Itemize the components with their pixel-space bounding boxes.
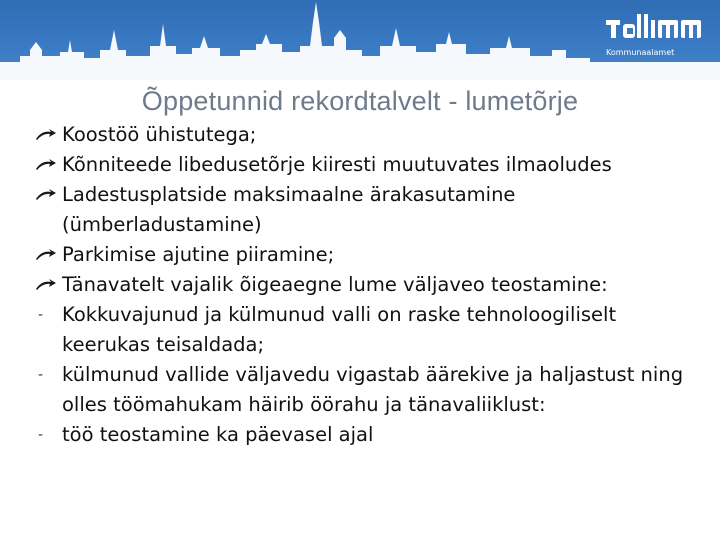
list-item-line: Ladestusplatside maksimaalne ärakasutamine (62, 183, 516, 206)
tallinn-logo (606, 10, 706, 60)
logo-subtitle: Kommunaalamet (606, 48, 675, 57)
list-item-line: Kokkuvajunud ja külmunud valli on raske tehnoloogiliselt (62, 303, 617, 326)
list-item-line: Tänavatelt vajalik õigeaegne lume väljaveo teostamine: (62, 273, 608, 296)
list-item (34, 360, 694, 420)
list-item-line: keerukas teisaldada; (62, 333, 265, 356)
dash-bullet: - (38, 307, 44, 323)
arrow-bullet-icon (34, 127, 58, 143)
arrow-bullet-icon (34, 277, 58, 293)
list-item (34, 120, 694, 150)
list-item-line: Koostöö ühistutega; (62, 123, 257, 146)
list-item-line: Kõnniteede libedusetõrje kiiresti muutuvates ilmaoludes (62, 153, 612, 176)
header-banner (0, 0, 720, 80)
bullet-list (34, 120, 694, 450)
tallinn-wordmark-icon (606, 10, 706, 42)
list-item (34, 150, 694, 180)
slide-title: Õppetunnid rekordtalvelt - lumetõrje (141, 86, 579, 116)
list-item (34, 300, 694, 360)
list-item (34, 240, 694, 270)
dash-bullet: - (38, 427, 44, 443)
list-item-line: Parkimise ajutine piiramine; (62, 243, 335, 266)
list-item-line: (ümberladustamine) (62, 213, 262, 236)
list-item-line: töö teostamine ka päevasel ajal (62, 423, 374, 446)
list-item (34, 270, 694, 300)
arrow-bullet-icon (34, 187, 58, 203)
list-item (34, 420, 694, 450)
dash-bullet: - (38, 367, 44, 383)
arrow-bullet-icon (34, 157, 58, 173)
arrow-bullet-icon (34, 247, 58, 263)
list-item (34, 180, 694, 240)
list-item-line: olles töömahukam häirib öörahu ja tänavaliiklust: (62, 393, 546, 416)
list-item-line: külmunud vallide väljavedu vigastab äärekive ja haljastust ning (62, 363, 684, 386)
